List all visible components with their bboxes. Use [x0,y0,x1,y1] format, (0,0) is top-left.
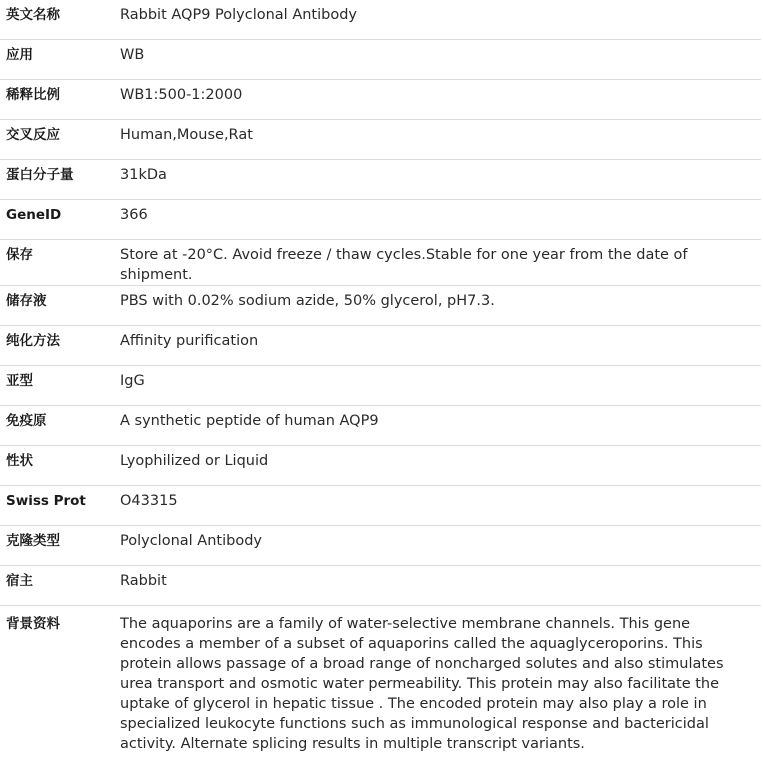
spec-value: A synthetic peptide of human AQP9 [114,406,761,446]
spec-key: 英文名称 [0,0,114,40]
spec-row-form [0,446,761,486]
spec-key: 纯化方法 [0,326,114,366]
spec-value: Store at -20°C. Avoid freeze / thaw cycles.Stable for one year from the date of shipment. [114,240,761,286]
spec-key: Swiss Prot [0,486,114,526]
spec-key: 亚型 [0,366,114,406]
spec-key: 性状 [0,446,114,486]
spec-row-dilution [0,80,761,120]
spec-key: 交叉反应 [0,120,114,160]
spec-value: IgG [114,366,761,406]
spec-row-molecular-weight [0,160,761,200]
spec-value: 366 [114,200,761,240]
spec-value: Rabbit [114,566,761,606]
spec-row-application [0,40,761,80]
spec-value-background: The aquaporins are a family of water-selective membrane channels. This gene encodes a member of a subset of aquaporins called the aquaglyceroporins. This protein allows passage of a broad range of noncharged solutes and also stimulates urea transport and osmotic water permeability. This protein may also facilitate the uptake of glycerol in hepatic tissue . The encoded protein may also play a role in specialized leukocyte functions such as immunological response and bactericidal activity. Alternate splicing results in multiple transcript variants. [114,606,761,760]
spec-row-clonality [0,526,761,566]
spec-key: 保存 [0,240,114,286]
spec-value: Affinity purification [114,326,761,366]
spec-value: Rabbit AQP9 Polyclonal Antibody [114,0,761,40]
spec-row-host [0,566,761,606]
spec-row-storage [0,240,761,286]
spec-key: 克隆类型 [0,526,114,566]
spec-row-storage-buffer [0,286,761,326]
spec-row-background [0,606,761,760]
spec-key: 储存液 [0,286,114,326]
spec-row-gene-id [0,200,761,240]
spec-row-swiss-prot [0,486,761,526]
spec-value: O43315 [114,486,761,526]
spec-key: 稀释比例 [0,80,114,120]
spec-value: Lyophilized or Liquid [114,446,761,486]
spec-key: 宿主 [0,566,114,606]
spec-value: PBS with 0.02% sodium azide, 50% glycerol, pH7.3. [114,286,761,326]
spec-value: WB [114,40,761,80]
spec-row-purification [0,326,761,366]
spec-key: GeneID [0,200,114,240]
spec-row-isotype [0,366,761,406]
spec-row-immunogen [0,406,761,446]
spec-value: Human,Mouse,Rat [114,120,761,160]
spec-row-cross-reactivity [0,120,761,160]
spec-key: 蛋白分子量 [0,160,114,200]
spec-row-english-name [0,0,761,40]
spec-key: 应用 [0,40,114,80]
spec-key: 免疫原 [0,406,114,446]
spec-value: WB1:500-1:2000 [114,80,761,120]
spec-key: 背景资料 [0,606,114,760]
spec-value: 31kDa [114,160,761,200]
spec-value: Polyclonal Antibody [114,526,761,566]
